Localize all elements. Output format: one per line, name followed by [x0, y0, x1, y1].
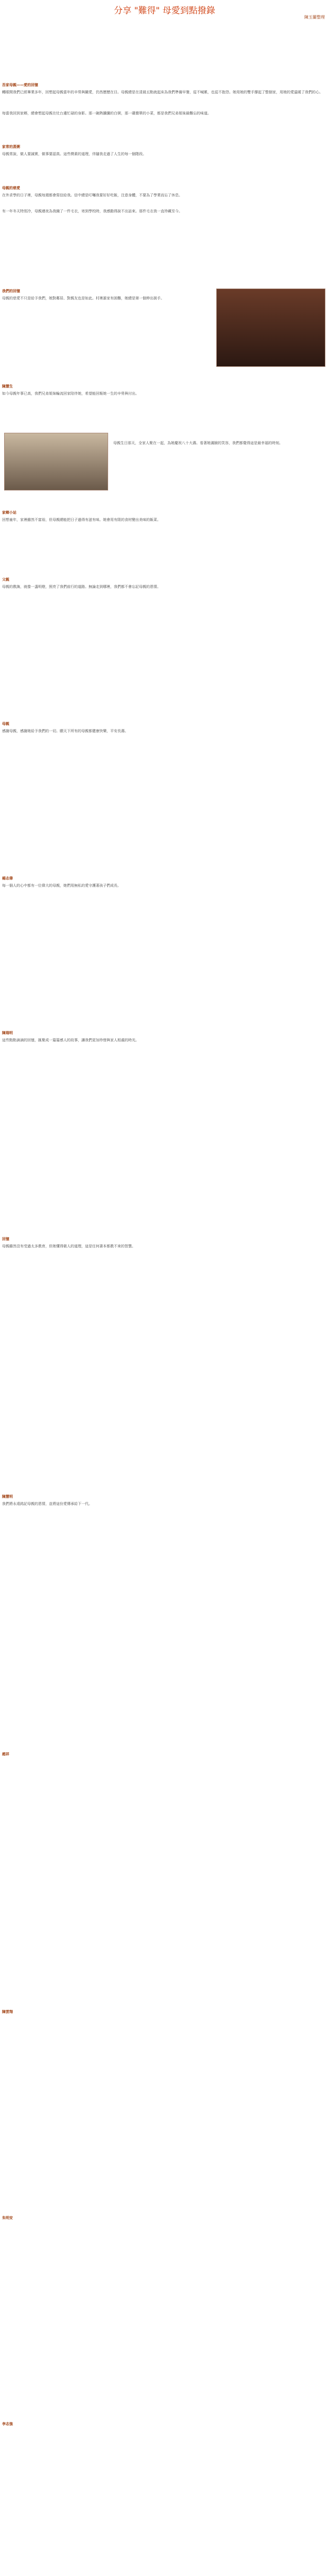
paragraph: 回想童年，家裡雖然不富裕，但母親總能把日子過得有滋有味。她會用有限的食材變出美味的飯菜。	[2, 518, 161, 522]
byline: 陳玉蘭整理	[304, 15, 325, 20]
paragraph: 如今母親年事已高，我們兄弟姐妹輪流回家陪伴她，希望能回報她一生的辛勞與付出。	[2, 392, 139, 396]
section-heading: 母親	[2, 722, 9, 726]
section-heading: 家常的蒸粥	[2, 145, 20, 149]
section-heading: 母親的慈愛	[2, 186, 20, 190]
paragraph: 母親雖然沒有受過太多教育，但她懂得做人的道理，這是任何書本都教不來的智慧。	[2, 1244, 135, 1248]
paragraph: 每一個人的心中都有一位偉大的母親，她們用無私的愛守護著孩子們成長。	[2, 884, 121, 888]
paragraph: 在外求學的日子裡，母親每週都會寫信給我。信中總是叮囑我要好好吃飯，注意身體，不要為了學業而忘了休息。	[2, 193, 182, 197]
section-heading: 吾家母親——愛的回憶	[2, 83, 38, 87]
section-heading: 陳雲翔	[2, 2010, 13, 2014]
paragraph: 母親常說，做人要誠實，做事要認真。這些樸素的道理，伴隨我走過了人生的每一個階段。	[2, 152, 146, 156]
paragraph: 每當我回到家鄉，總會想起母親在灶台邊忙碌的身影。那一碗熱騰騰的白粥，那一碟簡單的小菜，都是我們兄弟姐妹最難忘的味道。	[2, 111, 211, 115]
section-heading: 家鄉小站	[2, 511, 16, 515]
section-heading: 陳慧生	[2, 384, 13, 388]
section-heading: 陳瑞明	[2, 1031, 13, 1035]
paragraph: 母親的慈愛不只是給予我們，她對鄰居、對親友也是如此。村裡誰家有困難，她總是第一個伸出援手。	[2, 296, 164, 300]
section-heading: 父親	[2, 578, 9, 582]
article-title: 分享 "難得" 母愛到點撥錄	[114, 6, 215, 16]
paragraph: 有一年冬天特別冷，母親連夜為我織了一件毛衣，寄到學校時，我感動得說不出話來。那件毛衣我一直珍藏至今。	[2, 209, 182, 213]
section-heading: 朱明安	[2, 2216, 13, 2220]
paragraph: 感謝母親，感謝她給予我們的一切。願天下所有的母親都健康快樂，平安長壽。	[2, 729, 128, 733]
group-photo	[4, 433, 108, 490]
section-heading: 趙祥	[2, 1752, 9, 1756]
section-heading: 回憶	[2, 1237, 9, 1241]
section-heading: 李志強	[2, 2422, 13, 2426]
paragraph: 母親的教誨，就像一盞明燈，照亮了我們前行的道路。無論走到哪裡，我們都不會忘記母親的恩情。	[2, 585, 161, 589]
family-photo	[216, 289, 325, 367]
paragraph: 這些點點滴滴的回憶，匯聚成一篇篇感人的故事，讓我們更加珍惜與家人相處的時光。	[2, 1038, 139, 1042]
paragraph: 我們將永遠銘記母親的恩情，並將這份愛傳承給下一代。	[2, 1502, 92, 1506]
section-heading: 陳慧明	[2, 1495, 13, 1499]
section-heading: 楊志偉	[2, 876, 13, 880]
paragraph: 母親生日那天，全家人聚在一起，為她慶祝八十大壽。看著她滿臉的笑容，我們都覺得這是最幸福的時刻。	[113, 441, 283, 445]
section-heading: 我們的回憶	[2, 289, 20, 293]
paragraph: 轉眼間我們已經畢業多年，回想起母親當年的辛勞與關愛，仍然歷歷在目。母親總是在清晨五點就起床為我們準備早餐，從不喊累，也從不抱怨。她用她的雙手撐起了整個家，用她的愛溫暖了我們的心。	[2, 90, 323, 94]
